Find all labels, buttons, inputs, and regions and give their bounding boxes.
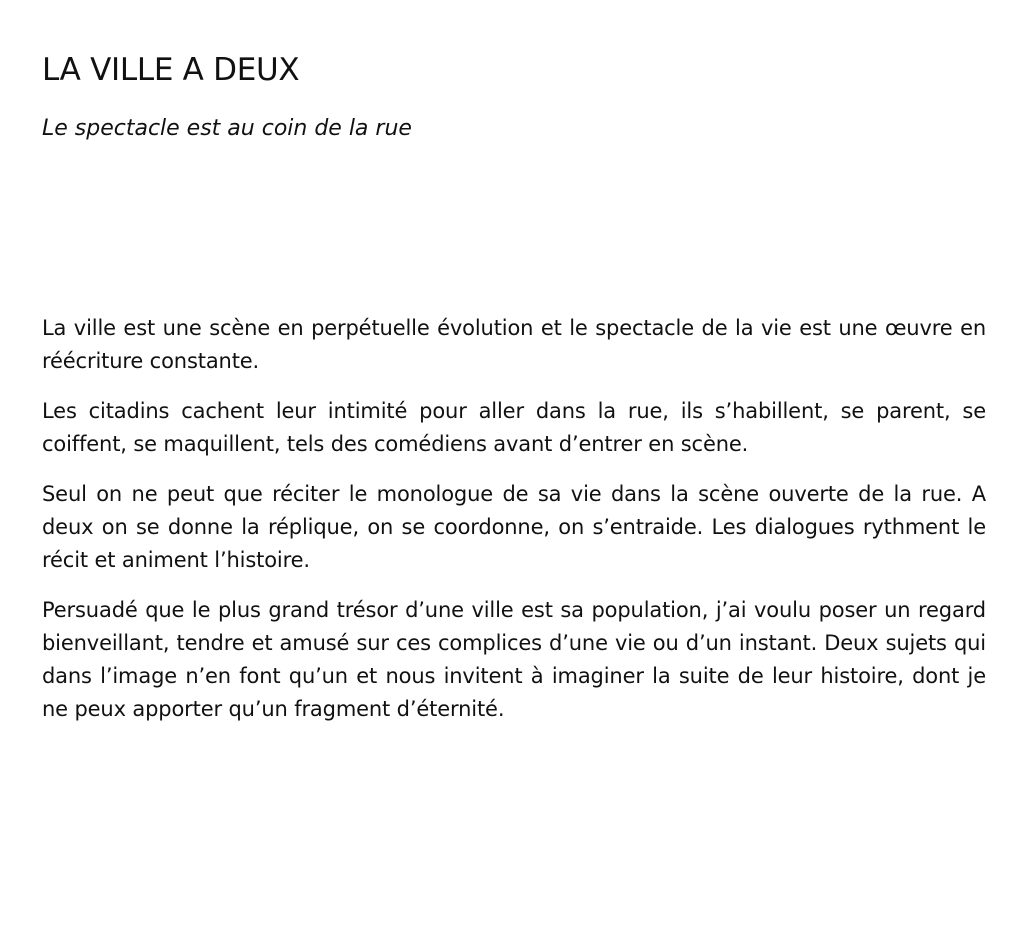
paragraph-3: Seul on ne peut que réciter le monologue de sa vie dans la scène ouverte de la rue. A deux on se donne la réplique, on se coordonne, on s’entraide. Les dialogues rythment le récit et animent l’histoire. xyxy=(42,482,986,572)
body-text xyxy=(42,312,986,743)
paragraph-4: Persuadé que le plus grand trésor d’une ville est sa population, j’ai voulu poser un regard bienveillant, tendre et amusé sur ces complices d’une vie ou d’un instant. Deux sujets qui dans l’image n’en font qu’un et nous invitent à imaginer la suite de leur histoire, dont je ne peux apporter qu’un fragment d’éternité. xyxy=(42,598,986,721)
paragraph-2: Les citadins cachent leur intimité pour aller dans la rue, ils s’habillent, se parent, se coiffent, se maquillent, tels des comédiens avant d’entrer en scène. xyxy=(42,399,986,456)
document-page xyxy=(42,0,986,943)
page-subtitle: Le spectacle est au coin de la rue xyxy=(42,116,412,141)
page-title: LA VILLE A DEUX xyxy=(42,52,300,88)
paragraph-1: La ville est une scène en perpétuelle évolution et le spectacle de la vie est une œuvre en réécriture constante. xyxy=(42,316,986,373)
